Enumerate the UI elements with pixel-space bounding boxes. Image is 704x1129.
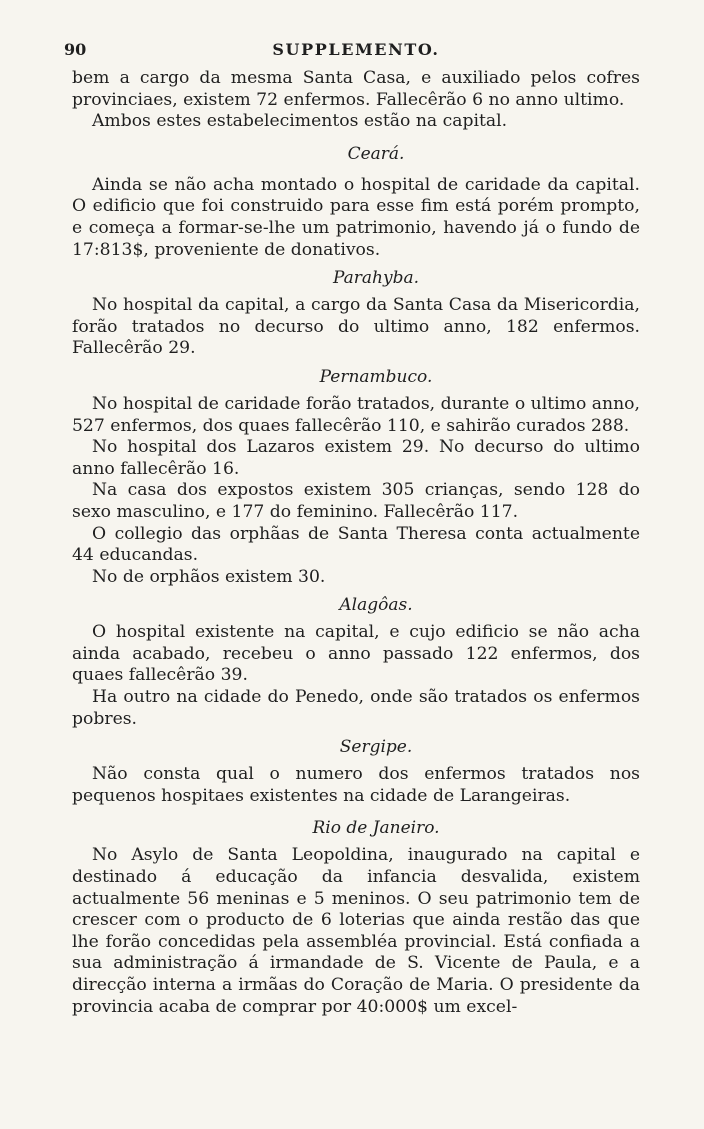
intro-paragraph-2: Ambos estes estabelecimentos estão na capital. xyxy=(92,111,508,132)
pernambuco-paragraph-4: O collegio das orphãas de Santa Theresa conta actualmente 44 educandas. xyxy=(72,523,640,566)
parahyba-paragraph-1: No hospital da capital, a cargo da Santa Casa da Misericordia, forão tratados no decurso do ultimo anno, 182 enfermos. Fallecêrão 29. xyxy=(72,295,640,359)
pernambuco-paragraph-5: No de orphãos existem 30. xyxy=(92,566,326,587)
section-title-parahyba: Parahyba. xyxy=(332,268,420,289)
section-title-pernambuco: Pernambuco. xyxy=(319,366,433,387)
rio-paragraph-1: No Asylo de Santa Leopoldina, inaugurado na capital e destinado á educação da infancia desvalida, existem actualmente 56 meninas e 5 meninos. O seu patrimonio tem de crescer com o producto de 6 loterias que ainda restão das que lhe forão concedidas pela assembléa provincial. Está confiada a sua administração á irmandade de S. Vicente de Paula, e a direcção interna a irmãas do Coração de Maria. O presidente da provincia acaba de comprar por 40:000$ um excel- xyxy=(72,845,640,1017)
running-head: SUPPLEMENTO. xyxy=(272,40,440,59)
section-title-sergipe: Sergipe. xyxy=(339,737,413,758)
alagoas-paragraph-2: Ha outro na cidade do Penedo, onde são tratados os enfermos pobres. xyxy=(72,687,640,729)
intro-paragraph-1: bem a cargo da mesma Santa Casa, e auxiliado pelos cofres provinciaes, existem 72 enfermos. Fallecêrão 6 no anno ultimo. xyxy=(72,68,640,110)
document-page xyxy=(64,40,640,1018)
section-title-alagoas: Alagôas. xyxy=(339,595,413,616)
alagoas-paragraph-1: O hospital existente na capital, e cujo edificio se não acha ainda acabado, recebeu o anno passado 122 enfermos, dos quaes fallecêrão 39. xyxy=(72,622,640,686)
section-title-ceara: Ceará. xyxy=(347,143,405,164)
section-title-rio-de-janeiro: Rio de Janeiro. xyxy=(312,818,440,839)
ceara-paragraph-1: Ainda se não acha montado o hospital de caridade da capital. O edificio que foi construido para esse fim está porém prompto, e começa a formar-se-lhe um patrimonio, havendo já o fundo de 17:813$, proveniente de donativos. xyxy=(72,174,640,260)
page-header xyxy=(64,40,640,68)
pernambuco-paragraph-1: No hospital de caridade forão tratados, durante o ultimo anno, 527 enfermos, dos quaes fallecêrão 110, e sahirão curados 288. xyxy=(72,393,640,436)
sergipe-paragraph-1: Não consta qual o numero dos enfermos tratados nos pequenos hospitaes existentes na cidade de Larangeiras. xyxy=(72,764,640,806)
page-number: 90 xyxy=(64,40,87,59)
pernambuco-paragraph-2: No hospital dos Lazaros existem 29. No decurso do ultimo anno fallecêrão 16. xyxy=(72,437,640,479)
pernambuco-paragraph-3: Na casa dos expostos existem 305 crianças, sendo 128 do sexo masculino, e 177 do feminino. Fallecêrão 117. xyxy=(72,480,640,522)
